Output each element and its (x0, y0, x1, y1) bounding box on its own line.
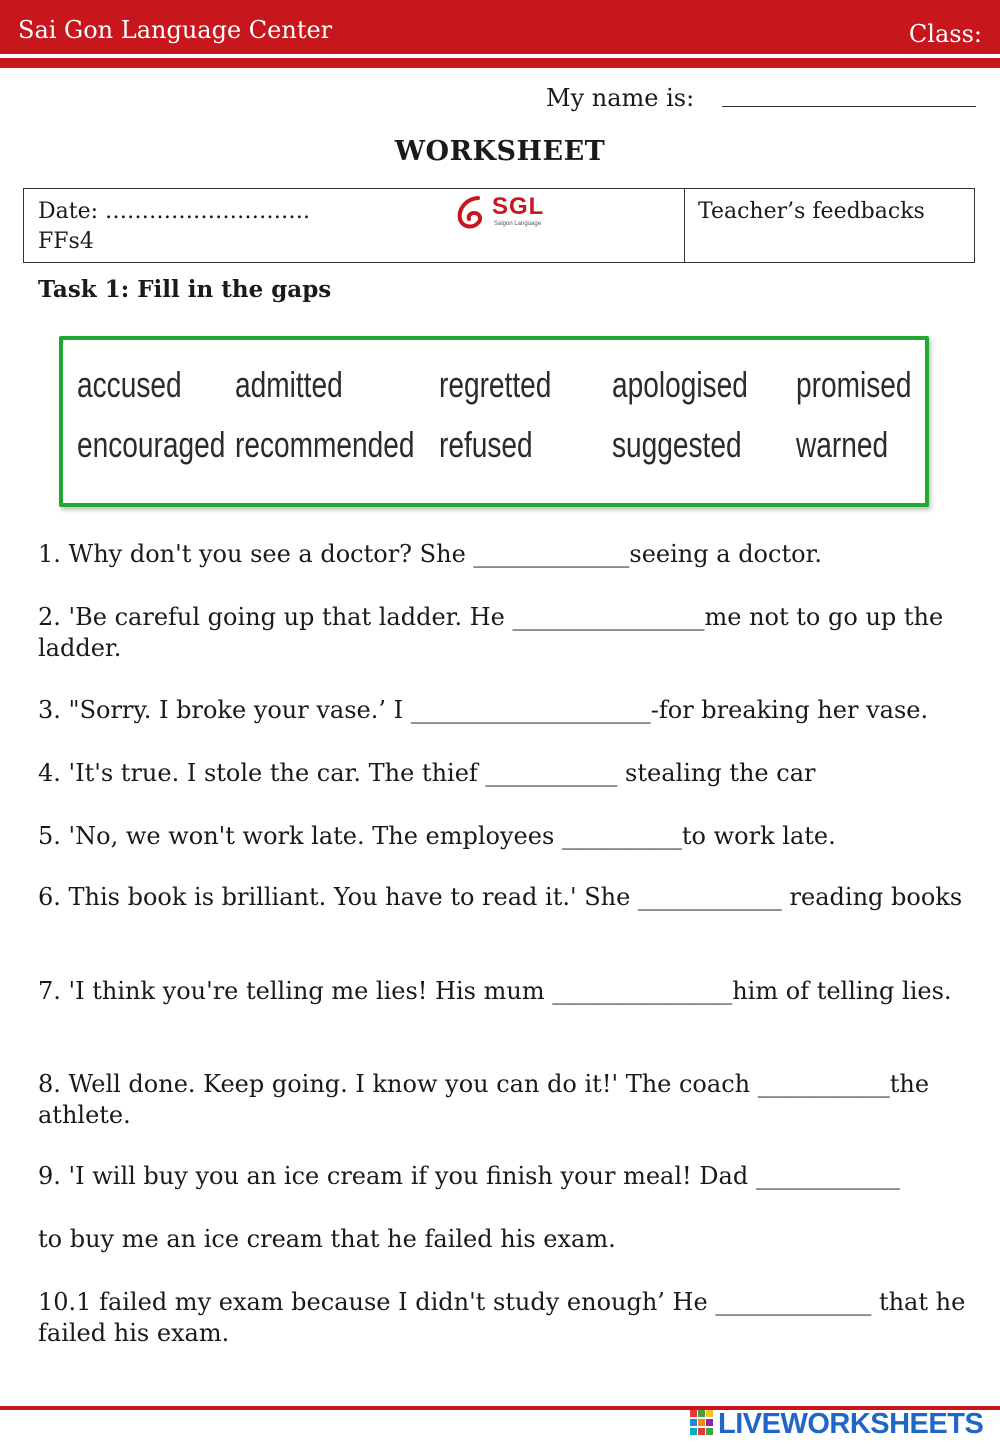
liveworksheets-brand: LIVEWORKSHEETS (718, 1408, 984, 1440)
date-label: Date: ………………………. (38, 199, 311, 224)
word-bank-item: recommended (235, 424, 415, 465)
sgl-logo (456, 193, 556, 233)
word-bank-item: promised (796, 364, 912, 405)
class-label: Class: (908, 20, 982, 48)
question-9-continued: to buy me an ice cream that he failed his exam. (38, 1225, 616, 1253)
page-title: WORKSHEET (394, 136, 606, 167)
question-6: 6. This book is brilliant. You have to read it.' She ____________ reading books (38, 883, 963, 911)
task-title: Task 1: Fill in the gaps (38, 276, 332, 303)
question-7: 7. 'I think you're telling me lies! His mum _______________him of telling lies. (38, 977, 952, 1005)
question-10: 10.1 failed my exam because I didn't study enough’ He _____________ that he failed his exam. (38, 1288, 966, 1347)
question-4: 4. 'It's true. I stole the car. The thief ___________ stealing the car (38, 759, 816, 787)
question-3: 3. "Sorry. I broke your vase.’ I ____________________-for breaking her vase. (38, 696, 929, 724)
feedback-label: Teacher’s feedbacks (698, 199, 925, 224)
worksheet-code: FFs4 (38, 229, 94, 254)
question-2: 2. 'Be careful going up that ladder. He ________________me not to go up the ladder. (38, 603, 944, 662)
sgl-swirl-icon (456, 195, 490, 231)
name-label: My name is: (546, 84, 695, 112)
info-table (23, 188, 975, 263)
question-5: 5. 'No, we won't work late. The employees __________to work late. (38, 822, 836, 850)
center-name: Sai Gon Language Center (18, 16, 333, 44)
word-bank-item: suggested (612, 424, 742, 465)
liveworksheets-logo (690, 1408, 995, 1438)
info-divider (684, 189, 685, 263)
logo-subtext: Saigon Language (494, 221, 542, 227)
header-bar (0, 0, 1000, 54)
word-bank (59, 336, 929, 507)
word-bank-item: regretted (439, 364, 552, 405)
question-1: 1. Why don't you see a doctor? She _____________seeing a doctor. (38, 540, 823, 568)
header-divider (0, 58, 1000, 68)
question-8: 8. Well done. Keep going. I know you can do it!' The coach ___________the athlete. (38, 1070, 930, 1129)
word-bank-item: encouraged (77, 424, 226, 465)
question-9: 9. 'I will buy you an ice cream if you finish your meal! Dad ____________ (38, 1162, 900, 1190)
word-bank-item: refused (439, 424, 533, 465)
word-bank-item: apologised (612, 364, 748, 405)
name-input-line[interactable] (722, 106, 976, 107)
word-bank-item: admitted (235, 364, 343, 405)
liveworksheets-grid-icon (690, 1410, 714, 1436)
word-bank-item: accused (77, 364, 182, 405)
word-bank-item: warned (796, 424, 889, 465)
logo-text: SGL (492, 193, 545, 220)
